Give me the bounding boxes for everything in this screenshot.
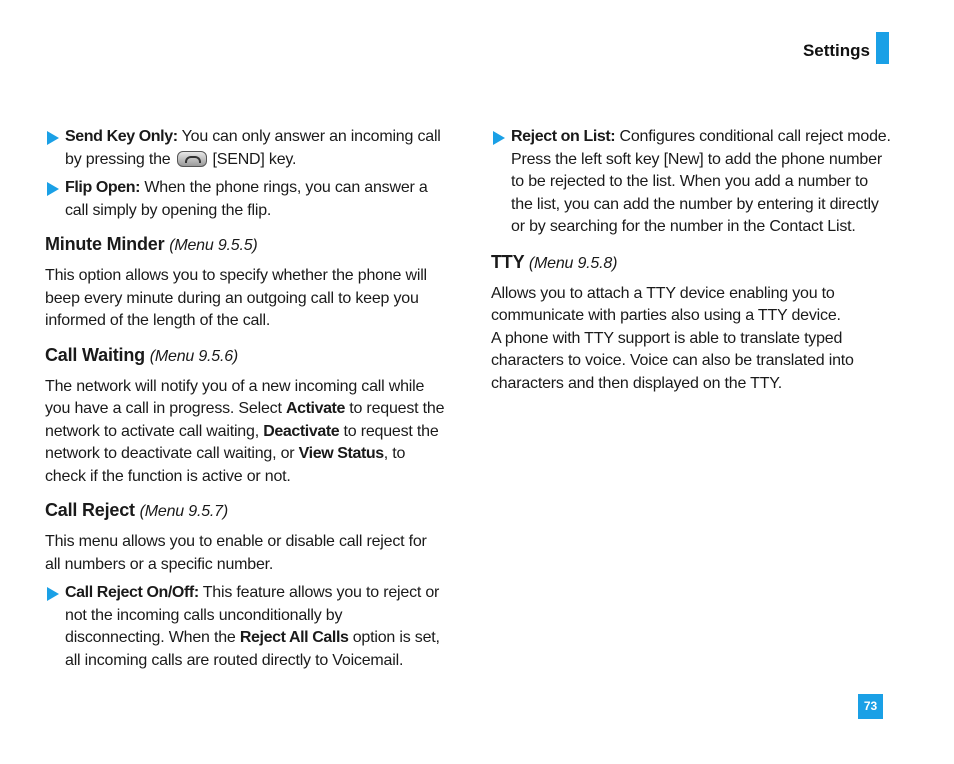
minute-minder-heading: [45, 232, 445, 258]
bullet-arrow-icon: [47, 587, 59, 601]
header-accent-bar: [876, 32, 889, 64]
left-column: [45, 126, 445, 678]
tty-heading: [491, 250, 891, 276]
call-reject-body: This menu allows you to enable or disable call reject for all numbers or a specific number.: [45, 533, 427, 573]
tty-body-line-2: A phone with TTY support is able to translate typed characters to voice. Voice can also be translated into characters and then displayed on the TTY.: [491, 329, 854, 392]
call-waiting-deactivate: Deactivate: [263, 422, 340, 440]
send-key-only-text-end: [SEND] key.: [212, 150, 297, 168]
tty-body: [491, 283, 891, 396]
call-waiting-text-4: , to check if the function is active or not.: [45, 445, 406, 485]
call-waiting-body: [45, 376, 445, 489]
call-reject-menu-ref: (Menu 9.5.7): [139, 503, 228, 520]
call-reject-onoff-text-2: option is set, all incoming calls are routed directly to Voicemail.: [65, 629, 440, 669]
call-reject-onoff-text-1: This feature allows you to reject or not the incoming calls unconditionally by disconnecting. When the: [65, 584, 440, 646]
tty-title: TTY: [491, 251, 525, 272]
call-waiting-text-1: The network will notify you of a new incoming call while you have a call in progress. Select: [45, 377, 425, 417]
call-waiting-activate: Activate: [285, 400, 345, 417]
call-reject-onoff-item: [45, 582, 445, 672]
reject-on-list-text: Configures conditional call reject mode. Press the left soft key [New] to add the phone number to be rejected to the list. When you add a number to the list, you can add the number by entering it directly or by searching for the number in the Contact List.: [511, 128, 891, 235]
tty-menu-ref: (Menu 9.5.8): [528, 254, 618, 272]
reject-all-calls-option: Reject All Calls: [239, 629, 349, 646]
call-reject-heading: [45, 498, 445, 524]
tty-body-line-1: Allows you to attach a TTY device enabling you to communicate with parties also using a TTY device.: [491, 284, 841, 324]
page-number: 73: [858, 694, 883, 719]
call-reject-title: Call Reject: [45, 500, 135, 520]
call-waiting-heading: [45, 343, 445, 369]
call-waiting-view-status: View Status: [298, 445, 384, 462]
page-header-title: Settings: [802, 41, 870, 60]
call-reject-onoff-term: Call Reject On/Off:: [65, 584, 199, 601]
send-key-only-term: Send Key Only:: [65, 128, 178, 145]
minute-minder-title: Minute Minder: [45, 234, 165, 254]
bullet-arrow-icon: [493, 131, 505, 145]
call-waiting-text-3: to request the network to deactivate call waiting, or: [45, 422, 439, 462]
call-waiting-text-2: to request the network to activate call waiting,: [45, 400, 445, 440]
minute-minder-menu-ref: (Menu 9.5.5): [169, 237, 258, 254]
flip-open-item: [45, 177, 445, 222]
send-key-only-item: [45, 126, 445, 171]
send-key-icon: [177, 151, 207, 167]
reject-on-list-item: [491, 126, 891, 239]
send-key-only-text: You can only answer an incoming call by pressing the: [65, 128, 441, 168]
bullet-arrow-icon: [47, 131, 59, 145]
call-waiting-menu-ref: (Menu 9.5.6): [149, 347, 239, 365]
call-waiting-title: Call Waiting: [45, 344, 145, 365]
bullet-arrow-icon: [47, 182, 59, 196]
flip-open-text: When the phone rings, you can answer a call simply by opening the flip.: [65, 179, 428, 219]
right-column: [491, 126, 891, 404]
minute-minder-body: This option allows you to specify whether the phone will beep every minute during an outgoing call to keep you informed of the length of the call.: [45, 267, 427, 329]
flip-open-term: Flip Open:: [65, 179, 141, 196]
reject-on-list-term: Reject on List:: [511, 128, 616, 145]
